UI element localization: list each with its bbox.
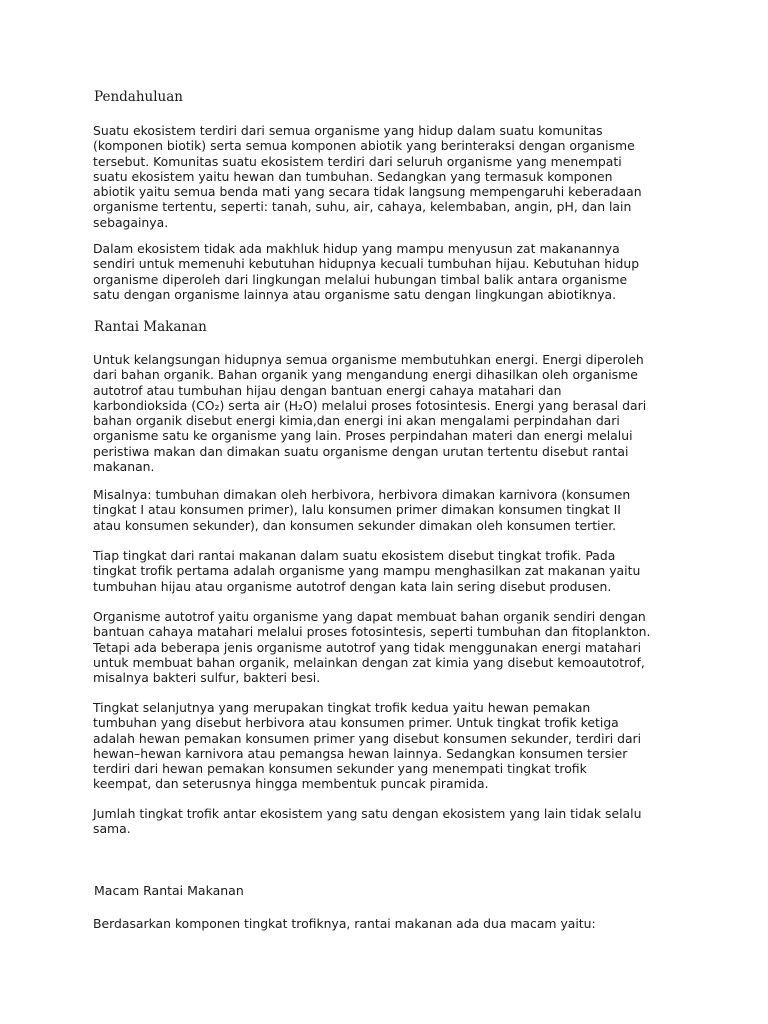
text-line: Misalnya: tumbuhan dimakan oleh herbivora, herbivora dimakan karnivora (konsumen: [93, 487, 631, 502]
paragraph: [93, 806, 713, 837]
text-line: misalnya bakteri sulfur, bakteri besi.: [93, 670, 321, 686]
text-line: dari bahan organik. Bahan organik yang mengandung energi dihasilkan oleh organisme: [93, 367, 638, 383]
text-line: Untuk kelangsungan hidupnya semua organisme membutuhkan energi. Energi diperoleh: [93, 352, 644, 367]
text-line: karbondioksida (CO₂) serta air (H₂O) melalui proses fotosintesis. Energi yang berasal dari: [93, 397, 647, 413]
text-line: Berdasarkan komponen tingkat trofiknya, rantai makanan ada dua macam yaitu:: [93, 916, 596, 931]
text-line: suatu ekosistem yaitu hewan dan tumbuhan. Sedangkan yang termasuk komponen: [93, 168, 613, 184]
text-line: sendiri untuk memenuhi kebutuhan hidupnya kecuali tumbuhan hijau. Kebutuhan hidup: [93, 256, 640, 272]
text-line: (komponen biotik) serta semua komponen abiotik yang berinteraksi dengan organisme: [93, 138, 635, 154]
paragraph: [93, 548, 713, 594]
text-line: peristiwa makan dan dimakan suatu organisme dengan urutan tertentu disebut rantai: [93, 443, 629, 459]
text-line: organisme diperoleh dari lingkungan melalui hubungan timbal balik antara organisme: [93, 271, 628, 287]
text-line: adalah hewan pemakan konsumen primer yang disebut konsumen sekunder, terdiri dari: [93, 730, 642, 746]
paragraph: [93, 487, 713, 533]
section-heading-pendahuluan: Pendahuluan: [94, 89, 183, 105]
paragraph: [93, 700, 713, 792]
text-line: makanan.: [93, 459, 155, 475]
text-line: sama.: [93, 821, 131, 837]
text-line: untuk membuat bahan organik, melainkan dengan zat kimia yang disebut kemoautotrof,: [93, 654, 645, 670]
text-line: hewan–hewan karnivora atau pemangsa hewan lainnya. Sedangkan konsumen tersier: [93, 745, 628, 761]
text-line: Tetapi ada beberapa jenis organisme autotrof yang tidak menggunakan energi matahari: [93, 639, 642, 655]
text-line: tumbuhan hijau atau organisme autotrof dengan kata lain sering disebut produsen.: [93, 578, 612, 594]
text-line: tingkat trofik pertama adalah organisme yang mampu menghasilkan zat makanan yaitu: [93, 563, 641, 579]
text-line: bahan organik disebut energi kimia,dan energi ini akan mengalami perpindahan dari: [93, 413, 620, 429]
text-line: Jumlah tingkat trofik antar ekosistem yang satu dengan ekosistem yang lain tidak selalu: [93, 806, 642, 821]
section-heading-macam-rantai-makanan: Macam Rantai Makanan: [94, 883, 244, 898]
text-line: Dalam ekosistem tidak ada makhluk hidup yang mampu menyusun zat makanannya: [93, 241, 620, 256]
text-line: tingkat I atau konsumen primer), lalu konsumen primer dimakan konsumen tingkat II: [93, 502, 621, 518]
section-heading-rantai-makanan: Rantai Makanan: [94, 319, 207, 335]
paragraph: [93, 609, 713, 685]
text-line: organisme satu ke organisme yang lain. Proses perpindahan materi dan energi melalui: [93, 428, 633, 444]
paragraph: [93, 352, 713, 474]
paragraph: [93, 123, 713, 230]
text-line: tumbuhan yang disebut herbivora atau konsumen primer. Untuk tingkat trofik ketiga: [93, 715, 619, 731]
text-line: tersebut. Komunitas suatu ekosistem terdiri dari seluruh organisme yang menempati: [93, 153, 622, 169]
text-line: Suatu ekosistem terdiri dari semua organisme yang hidup dalam suatu komunitas: [93, 123, 603, 138]
text-line: terdiri dari hewan pemakan konsumen sekunder yang menempati tingkat trofik: [93, 761, 587, 777]
text-line: abiotik yaitu semua benda mati yang secara tidak langsung mempengaruhi keberadaan: [93, 184, 642, 200]
text-line: satu dengan organisme lainnya atau organisme satu dengan lingkungan abiotiknya.: [93, 286, 617, 302]
text-line: Tiap tingkat dari rantai makanan dalam suatu ekosistem disebut tingkat trofik. Pada: [93, 548, 616, 563]
text-line: organisme tertentu, seperti: tanah, suhu, air, cahaya, kelembaban, angin, pH, dan lain: [93, 199, 632, 215]
paragraph: [93, 241, 713, 302]
paragraph: [93, 916, 713, 931]
text-line: keempat, dan seterusnya hingga membentuk puncak piramida.: [93, 776, 489, 792]
text-line: Tingkat selanjutnya yang merupakan tingkat trofik kedua yaitu hewan pemakan: [93, 700, 591, 715]
text-line: atau konsumen sekunder), dan konsumen sekunder dimakan oleh konsumen tertier.: [93, 517, 617, 533]
text-line: sebagainya.: [93, 214, 169, 230]
text-line: bantuan cahaya matahari melalui proses fotosintesis, seperti tumbuhan dan fitoplankton.: [93, 624, 651, 640]
text-line: autotrof atau tumbuhan hijau dengan bantuan energi cahaya matahari dan: [93, 382, 562, 398]
text-line: Organisme autotrof yaitu organisme yang dapat membuat bahan organik sendiri dengan: [93, 609, 646, 624]
